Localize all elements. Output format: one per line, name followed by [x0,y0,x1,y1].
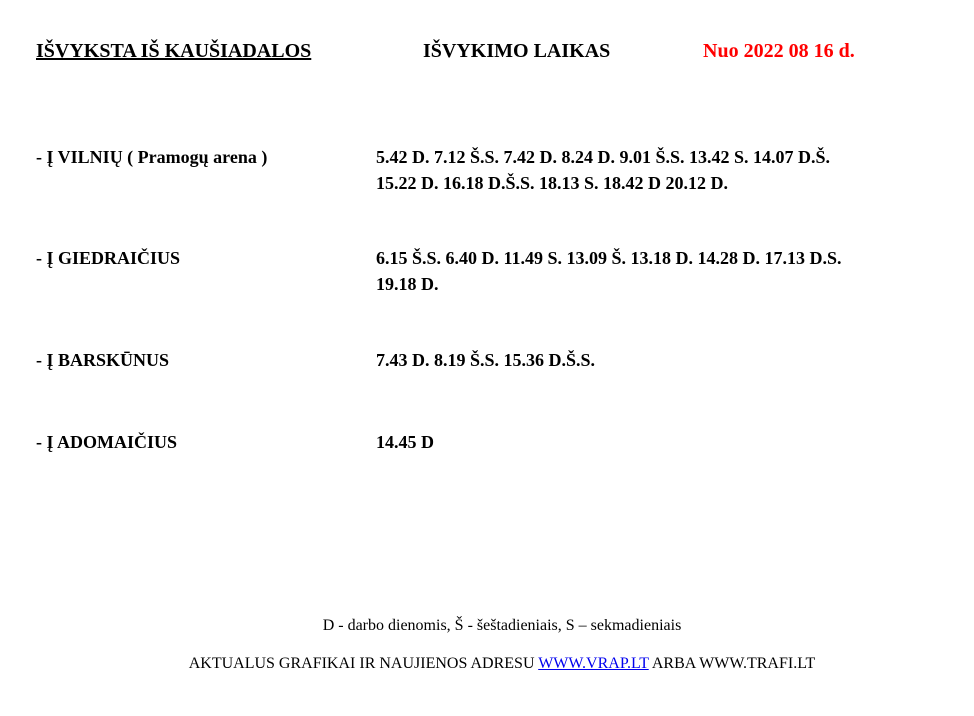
footer-suffix: ARBA WWW.TRAFI.LT [648,655,816,672]
route-times [376,429,956,455]
departure-time-heading: IŠVYKIMO LAIKAS [423,40,611,62]
route-destination: - Į GIEDRAIČIUS [36,248,181,268]
header-row [0,40,974,70]
valid-from-date: Nuo 2022 08 16 d. [703,40,855,62]
legend-text: D - darbo dienomis, Š - šeštadieniais, S – sekmadieniais [322,617,682,634]
times-line: 7.43 D. 8.19 Š.S. 15.36 D.Š.S. [376,350,596,370]
footer [0,655,974,673]
route-destination: - Į BARSKŪNUS [36,350,170,370]
times-line: 15.22 D. 16.18 D.Š.S. 18.13 S. 18.42 D 20.12 D. [376,173,729,193]
route-destination: - Į VILNIŲ ( Pramogų arena ) [36,147,268,167]
route-destination: - Į ADOMAIČIUS [36,432,178,452]
route-times [376,347,956,373]
route-times [376,245,956,297]
times-line: 6.15 Š.S. 6.40 D. 11.49 S. 13.09 Š. 13.18 D. 14.28 D. 17.13 D.S. [376,248,842,268]
vrap-link[interactable]: WWW.VRAP.LT [538,655,649,672]
footer-prefix: AKTUALUS GRAFIKAI IR NAUJIENOS ADRESU [188,655,539,672]
route-times [376,144,956,196]
times-line: 5.42 D. 7.12 Š.S. 7.42 D. 8.24 D. 9.01 Š.S. 13.42 S. 14.07 D.Š. [376,147,831,167]
departs-from-heading: IŠVYKSTA IŠ KAUŠIADALOS [36,40,312,62]
times-line: 19.18 D. [376,274,439,294]
times-line: 14.45 D [376,432,434,452]
